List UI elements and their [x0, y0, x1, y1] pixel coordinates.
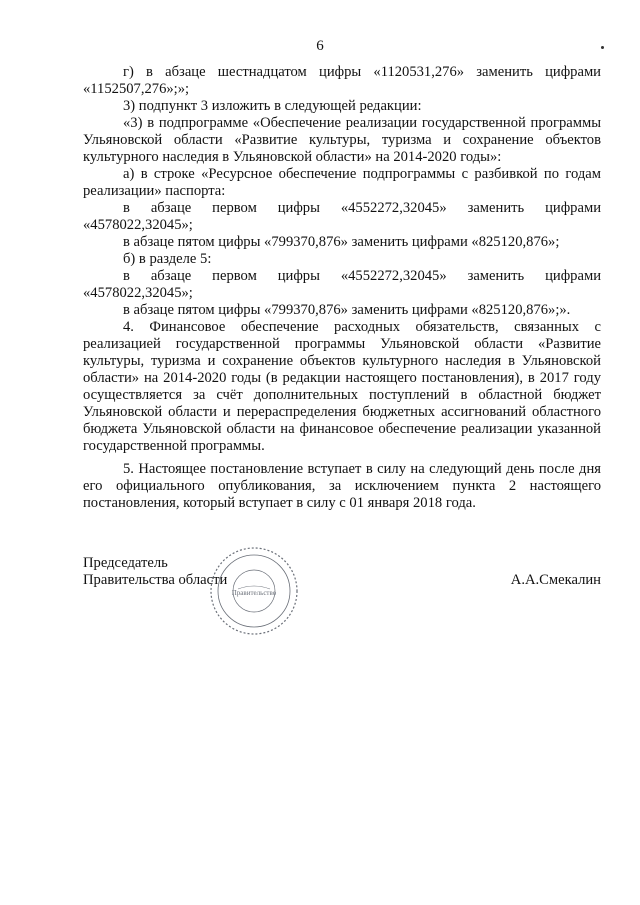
- official-seal: [208, 545, 300, 637]
- signatory-title-line: Правительства области: [83, 572, 228, 588]
- scan-mark: [601, 46, 604, 49]
- paragraph: в абзаце пятом цифры «799370,876» заменить цифрами «825120,876»;».: [123, 302, 571, 318]
- signature-block: [83, 555, 601, 675]
- paragraph: 4. Финансовое обеспечение расходных обязательств, связанных с реализацией государственной программы Ульяновской области «Развитие культуры, туризма и сохранение объектов культурного наследия в Ульяновской области» на 2014-2020 годы (в редакции настоящего постановления), в 2017 году осуществляется за счёт дополнительных поступлений в областной бюджет Ульяновской области и перераспределения бюджетных ассигнований областного бюджета Ульяновской области на финансовое обеспечение реализации указанной государственной программы.: [83, 319, 601, 454]
- paragraph: в абзаце пятом цифры «799370,876» заменить цифрами «825120,876»;: [123, 234, 560, 250]
- paragraph: 3) подпункт 3 изложить в следующей редакции:: [123, 98, 422, 114]
- signatory-title-line: Председатель: [83, 555, 168, 571]
- page-number: 6: [316, 38, 324, 54]
- paragraph: г) в абзаце шестнадцатом цифры «1120531,276» заменить цифрами «1152507,276»;»;: [83, 64, 601, 97]
- paragraph: в абзаце первом цифры «4552272,32045» заменить цифрами «4578022,32045»;: [83, 200, 601, 233]
- signatory-name: А.А.Смекалин: [510, 572, 601, 588]
- seal-text: Правительство: [231, 589, 277, 597]
- signatory-title: [83, 555, 227, 589]
- paragraph: в абзаце первом цифры «4552272,32045» заменить цифрами «4578022,32045»;: [83, 268, 601, 301]
- paragraph: б) в разделе 5:: [123, 251, 212, 267]
- paragraph: 5. Настоящее постановление вступает в силу на следующий день после дня его официального опубликования, за исключением пункта 2 настоящего постановления, который вступает в силу с 01 января 2018 года.: [83, 461, 601, 511]
- paragraph: «3) в подпрограмме «Обеспечение реализации государственной программы Ульяновской области «Развитие культуры, туризма и сохранение объектов культурного наследия в Ульяновской области» на 2014-2020 годы»:: [83, 115, 601, 165]
- document-body: [83, 64, 601, 512]
- paragraph: а) в строке «Ресурсное обеспечение подпрограммы с разбивкой по годам реализации» паспорта:: [83, 166, 601, 199]
